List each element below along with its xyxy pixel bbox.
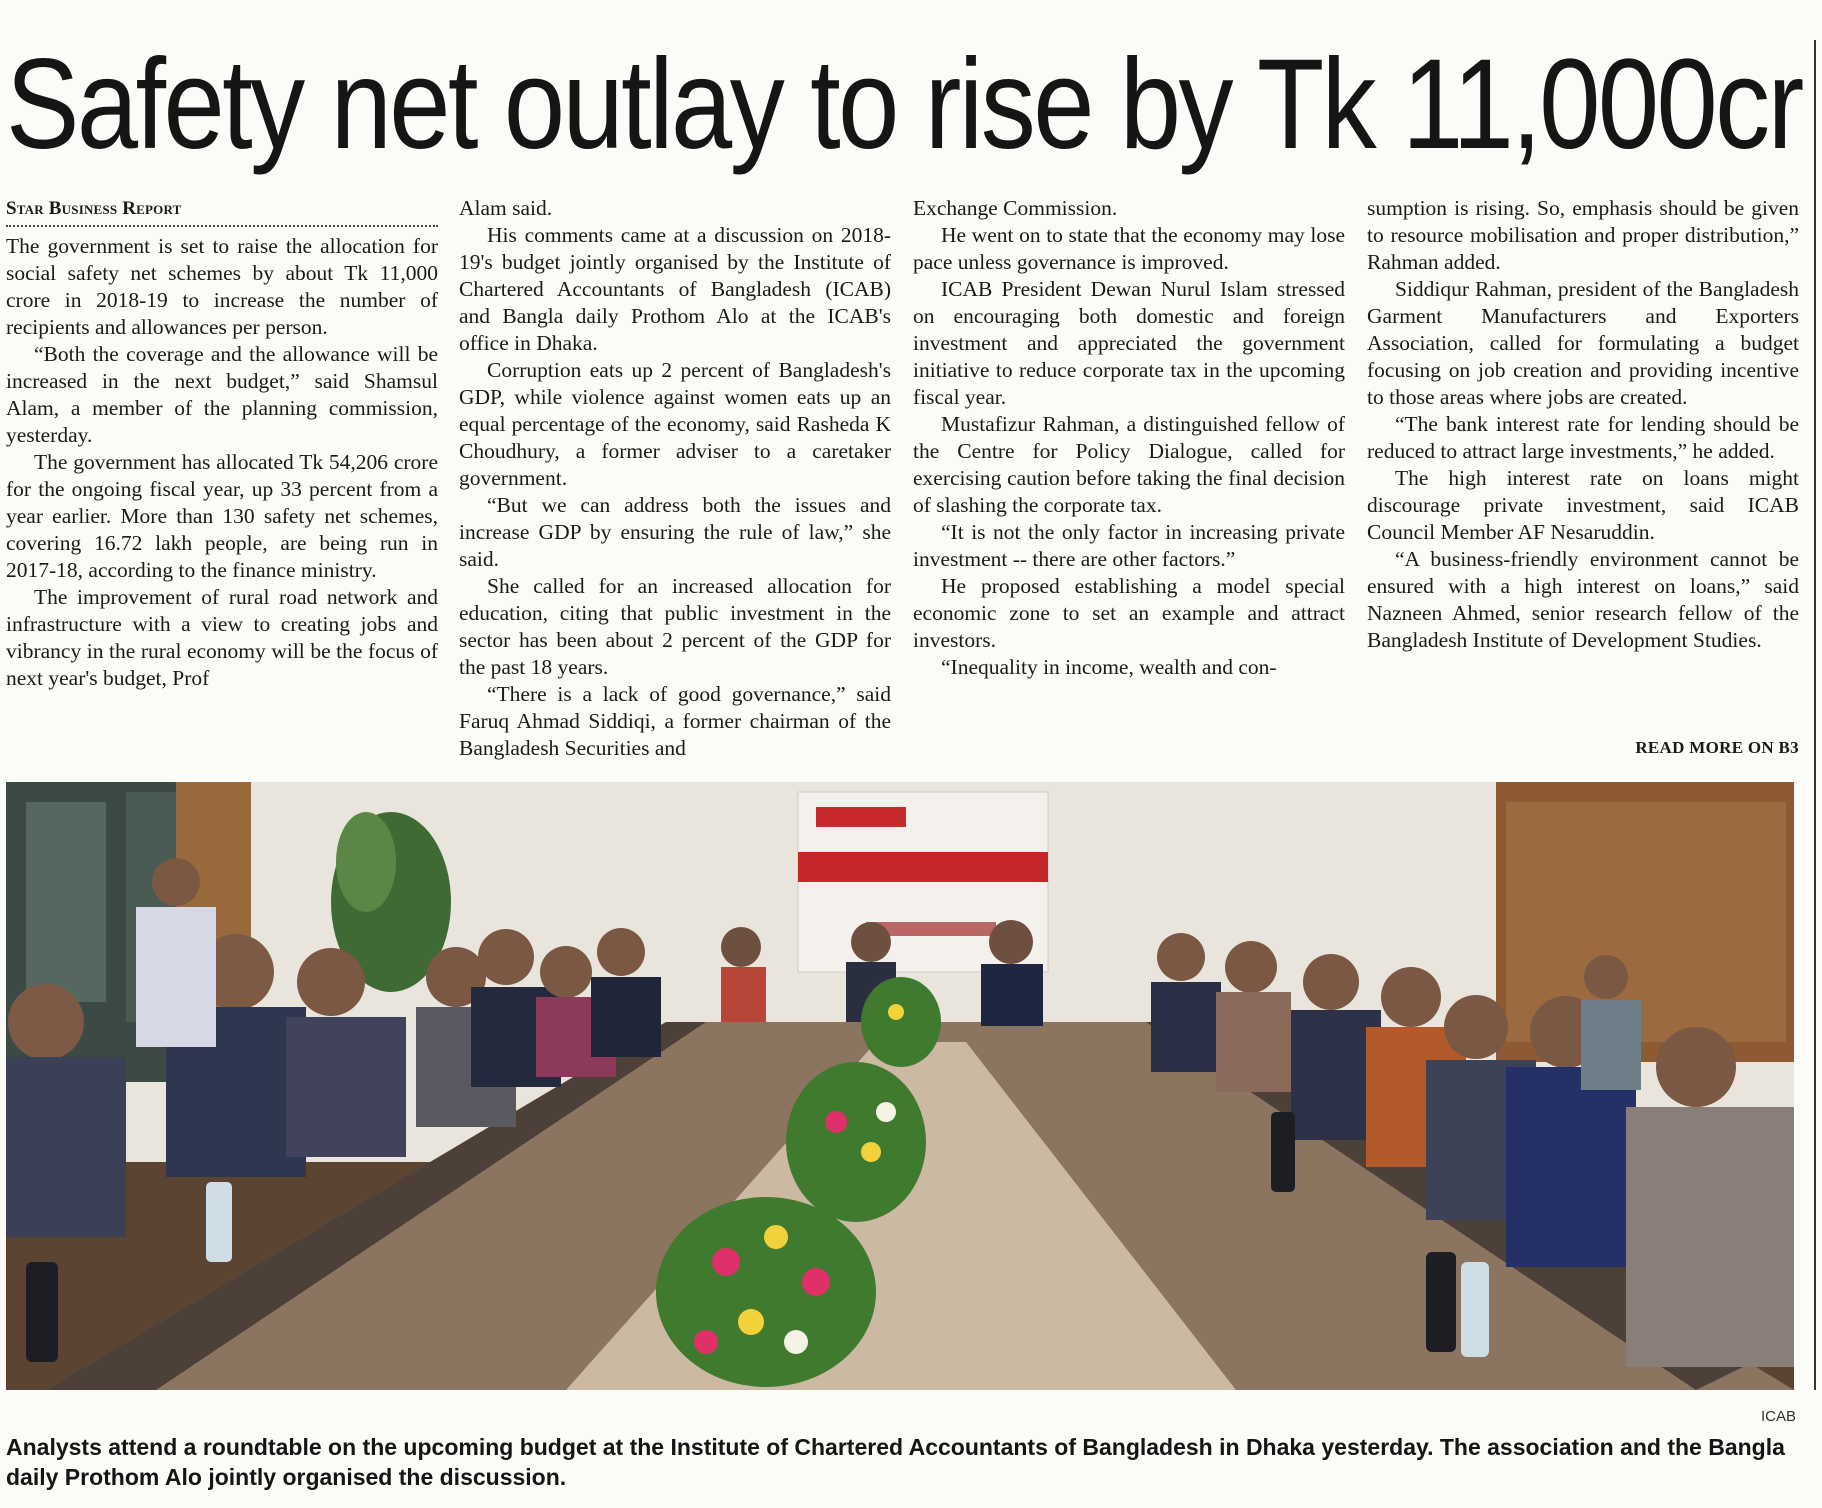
paragraph: He proposed establishing a model special economic zone to set an example and attract investors. <box>913 574 1345 652</box>
column-rule <box>1814 40 1816 1390</box>
paragraph: ICAB President Dewan Nurul Islam stressed on encouraging both domestic and foreign investment and appreciated the government initiative to reduce corporate tax in the upcoming fiscal year. <box>913 277 1345 409</box>
paragraph: “Both the coverage and the allowance will be increased in the next budget,” said Shamsul Alam, a member of the planning commission, yesterday. <box>6 342 438 447</box>
paragraph: “A business-friendly environment cannot be ensured with a high interest on loans,” said Nazneen Ahmed, senior research fellow of the Bangladesh Institute of Development Studies. <box>1367 547 1799 652</box>
paragraph: sumption is rising. So, emphasis should be given to resource mobilisation and proper distribution,” Rahman added. <box>1367 196 1799 274</box>
byline-divider <box>6 225 438 227</box>
paragraph: She called for an increased allocation for education, citing that public investment in the sector has been about 2 percent of the GDP for the past 18 years. <box>459 574 891 679</box>
paragraph: The government is set to raise the allocation for social safety net schemes by about Tk 11,000 crore in 2018-19 to increase the number of recipients and allowances per person. <box>6 234 438 339</box>
byline: Star Business Report <box>6 198 182 219</box>
paragraph: Alam said. <box>459 196 553 220</box>
photo-caption: Analysts attend a roundtable on the upcoming budget at the Institute of Chartered Accountants of Bangladesh in Dhaka yesterday. The association and the Bangla daily Prothom Alo jointly organised the discussion. <box>6 1434 1785 1490</box>
paragraph: Corruption eats up 2 percent of Bangladesh's GDP, while violence against women eats up an equal percentage of the economy, said Rasheda K Choudhury, a former adviser to a caretaker government. <box>459 358 891 490</box>
paragraph: Exchange Commission. <box>913 196 1118 220</box>
paragraph: The improvement of rural road network and infrastructure with a view to creating jobs and vibrancy in the rural economy will be the focus of next year's budget, Prof <box>6 585 438 690</box>
paragraph: “The bank interest rate for lending should be reduced to attract large investments,” he added. <box>1367 412 1799 463</box>
article-column-4 <box>1367 195 1799 654</box>
paragraph: He went on to state that the economy may lose pace unless governance is improved. <box>913 223 1345 274</box>
photo-credit: ICAB <box>1760 1408 1796 1425</box>
paragraph: “Inequality in income, wealth and con- <box>941 655 1277 679</box>
article-column-3 <box>913 195 1345 681</box>
paragraph: “There is a lack of good governance,” said Faruq Ahmad Siddiqi, a former chairman of the Bangladesh Securities and <box>459 682 891 760</box>
roundtable-photo <box>6 782 1794 1390</box>
paragraph: Siddiqur Rahman, president of the Bangladesh Garment Manufacturers and Exporters Association, called for formulating a budget focusing on job creation and providing incentive to those areas where jobs are created. <box>1367 277 1799 409</box>
paragraph: The government has allocated Tk 54,206 crore for the ongoing fiscal year, up 33 percent from a year earlier. More than 130 safety net schemes, covering 16.72 lakh people, are being run in 2017-18, according to the finance ministry. <box>6 450 438 582</box>
paragraph: “But we can address both the issues and increase GDP by ensuring the rule of law,” she said. <box>459 493 891 571</box>
read-more-link[interactable]: READ MORE ON B3 <box>1635 738 1799 757</box>
paragraph: Mustafizur Rahman, a distinguished fellow of the Centre for Policy Dialogue, called for exercising caution before taking the final decision of slashing the corporate tax. <box>913 412 1345 517</box>
article-column-1 <box>6 195 438 692</box>
paragraph: His comments came at a discussion on 2018-19's budget jointly organised by the Institute of Chartered Accountants of Bangladesh (ICAB) and Bangla daily Prothom Alo at the ICAB's office in Dhaka. <box>459 223 891 355</box>
paragraph: The high interest rate on loans might discourage private investment, said ICAB Council Member AF Nesaruddin. <box>1367 466 1799 544</box>
paragraph: “It is not the only factor in increasing private investment -- there are other factors.” <box>913 520 1345 571</box>
headline: Safety net outlay to rise by Tk 11,000cr <box>6 33 1802 176</box>
article-column-2 <box>459 195 891 762</box>
